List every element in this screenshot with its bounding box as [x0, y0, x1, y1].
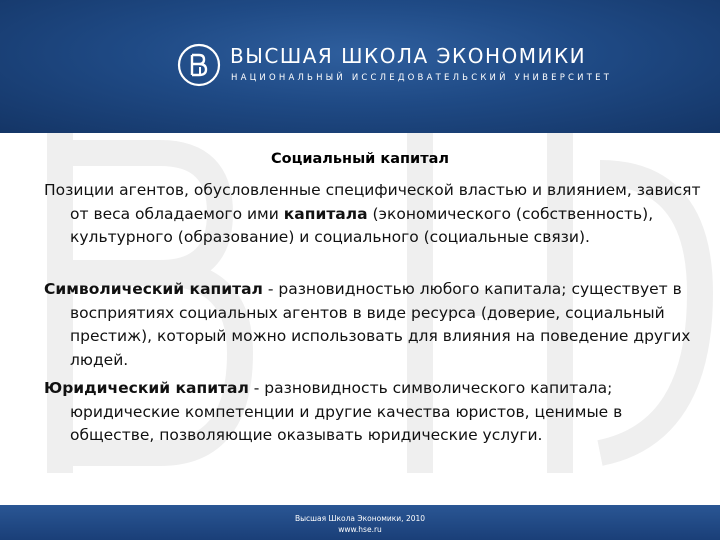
- paragraph-3-text: - разновидность символического капитала; юридические компетенции и другие качества юристов, ценимые в обществе, позволяющие оказывать юридические услуги.: [70, 379, 623, 445]
- paragraph-2-text: - разновидностью любого капитала; существует в восприятиях социальных агентов в виде ресурса (доверие, социальный престиж), который можно использовать для влияния на поведение других людей.: [70, 280, 691, 369]
- paragraph-2-term: Символический капитал: [44, 280, 263, 298]
- hse-logo-icon: [177, 43, 221, 87]
- university-subtitle: НАЦИОНАЛЬНЫЙ ИССЛЕДОВАТЕЛЬСКИЙ УНИВЕРСИТЕТ: [231, 73, 613, 83]
- paragraph-1-text: Позиции агентов, обусловленные специфической властью и влиянием, зависят от веса обладаемого ими: [44, 181, 701, 223]
- header-banner: [0, 0, 720, 133]
- paragraph-1-bold: капитала: [283, 204, 368, 223]
- university-title: ВЫСШАЯ ШКОЛА ЭКОНОМИКИ: [230, 44, 587, 68]
- paragraph-legal-capital: [44, 377, 710, 448]
- footer-website-link[interactable]: www.hse.ru: [338, 525, 382, 534]
- footer-copyright: Высшая Школа Экономики, 2010: [294, 514, 426, 523]
- paragraph-symbolic-capital: [44, 278, 710, 372]
- slide-title: Социальный капитал: [270, 151, 450, 167]
- paragraph-3-term: Юридический капитал: [44, 379, 249, 397]
- paragraph-1-rest: (экономического (собственность), культурного (образование) и социального (социальные связи).: [70, 204, 654, 247]
- footer-banner: [0, 505, 720, 540]
- paragraph-positions: [44, 179, 710, 250]
- logo-letters: ВШЭ: [177, 43, 180, 44]
